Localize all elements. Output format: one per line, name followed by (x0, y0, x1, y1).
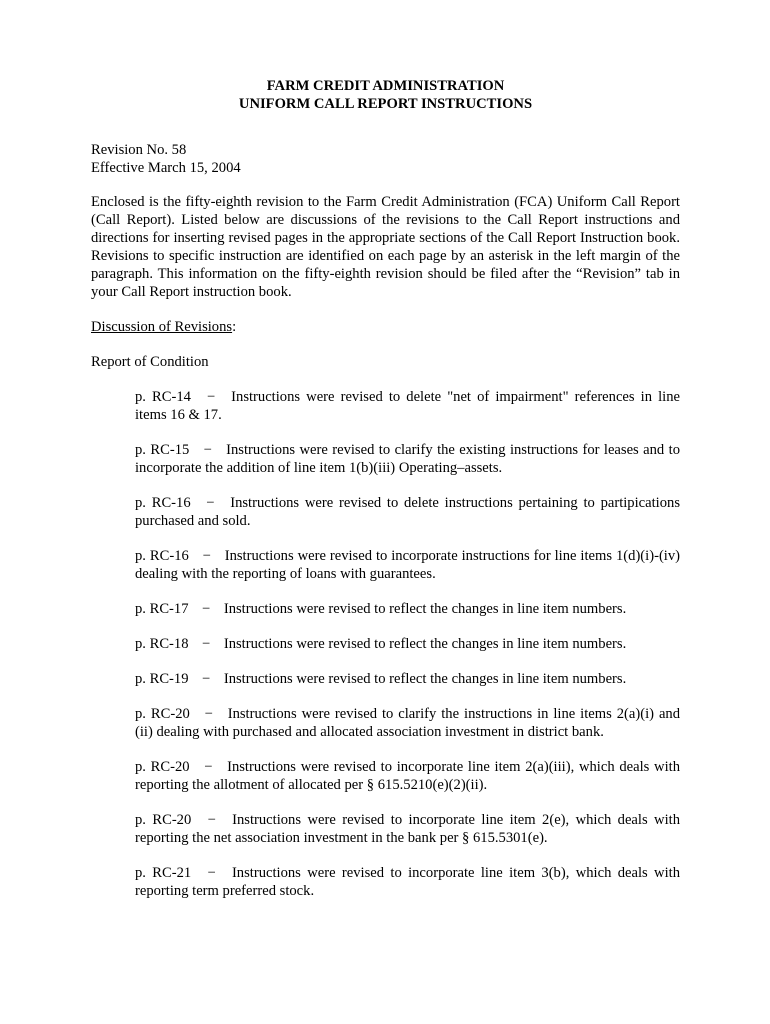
revision-page: p. RC-18 (135, 636, 189, 652)
revision-page: p. RC-19 (135, 671, 189, 687)
revision-item (135, 441, 680, 477)
revision-page: p. RC-16 (135, 495, 191, 511)
revision-text: Instructions were revised to clarify the instructions in line items 2(a)(i) and (ii) dealing with purchased and allocated association investment in district bank. (135, 706, 681, 740)
revision-text: Instructions were revised to reflect the changes in line item numbers. (223, 671, 627, 687)
revision-text: Instructions were revised to delete "net of impairment" references in line items 16 & 17. (135, 389, 680, 423)
revision-dash: − (203, 442, 212, 458)
report-of-condition-heading: Report of Condition (91, 354, 209, 370)
revision-number: Revision No. 58 (91, 142, 187, 158)
revision-dash: − (204, 706, 213, 722)
revision-text: Instructions were revised to incorporate line item 2(a)(iii), which deals with reporting the allotment of allocated per § 615.5210(e)(2)(ii). (135, 759, 681, 793)
revision-dash: − (202, 636, 211, 652)
revision-dash: − (202, 548, 211, 564)
revision-dash: − (202, 601, 211, 617)
revision-item (135, 705, 680, 741)
title-line-2: UNIFORM CALL REPORT INSTRUCTIONS (238, 96, 533, 112)
revision-dash: − (206, 389, 216, 405)
revision-item (135, 388, 680, 424)
revision-dash: − (207, 812, 216, 828)
revision-page: p. RC-21 (135, 865, 192, 881)
discussion-heading-suffix: : (232, 319, 237, 335)
revision-page: p. RC-20 (135, 706, 190, 722)
discussion-heading (91, 318, 680, 336)
revision-item (135, 547, 680, 583)
revision-item (135, 635, 680, 653)
revision-dash: − (204, 759, 213, 775)
revision-item (135, 864, 680, 900)
intro-paragraph: Enclosed is the fifty-eighth revision to the Farm Credit Administration (FCA) Uniform Call Report (Call Report). Listed below are discussions of the revisions to the Call Report instructions and directions for inserting revised pages in the appropriate sections of the Call Report Instruction book. Revisions to specific instruction are identified on each page by an asterisk in the left margin of the paragraph. This information on the fifty-eighth revision should be filed after the “Revision” tab in your Call Report instruction book. (91, 194, 680, 300)
revision-item (135, 494, 680, 530)
revision-page: p. RC-17 (135, 601, 189, 617)
revision-text: Instructions were revised to incorporate line item 2(e), which deals with reporting the net association investment in the bank per § 615.5301(e). (135, 812, 681, 846)
document-page (91, 77, 680, 917)
revision-page: p. RC-15 (135, 442, 190, 458)
revision-item (135, 670, 680, 688)
revision-text: Instructions were revised to reflect the changes in line item numbers. (223, 601, 627, 617)
revision-text: Instructions were revised to incorporate instructions for line items 1(d)(i)-(iv) dealing with the reporting of loans with guarantees. (135, 548, 681, 582)
revision-page: p. RC-20 (135, 759, 190, 775)
revision-dash: − (207, 865, 216, 881)
revision-page: p. RC-16 (135, 548, 189, 564)
revision-page: p. RC-14 (135, 389, 191, 405)
discussion-heading-label: Discussion of Revisions (91, 319, 233, 335)
title-line-1: FARM CREDIT ADMINISTRATION (266, 78, 505, 94)
revision-text: Instructions were revised to incorporate line item 3(b), which deals with reporting term preferred stock. (135, 865, 680, 899)
revision-text: Instructions were revised to delete instructions pertaining to partipications purchased and sold. (135, 495, 681, 529)
revision-dash: − (202, 671, 211, 687)
revision-text: Instructions were revised to clarify the existing instructions for leases and to incorporate the addition of line item 1(b)(iii) Operating–assets. (135, 442, 680, 476)
revision-text: Instructions were revised to reflect the changes in line item numbers. (223, 636, 627, 652)
revision-page: p. RC-20 (135, 812, 192, 828)
revision-item (135, 600, 680, 618)
revision-item (135, 758, 680, 794)
effective-date: Effective March 15, 2004 (91, 160, 241, 176)
revision-list (91, 388, 680, 900)
revision-item (135, 811, 680, 847)
revision-meta (91, 141, 680, 177)
revision-dash: − (206, 495, 215, 511)
document-title (91, 77, 680, 113)
